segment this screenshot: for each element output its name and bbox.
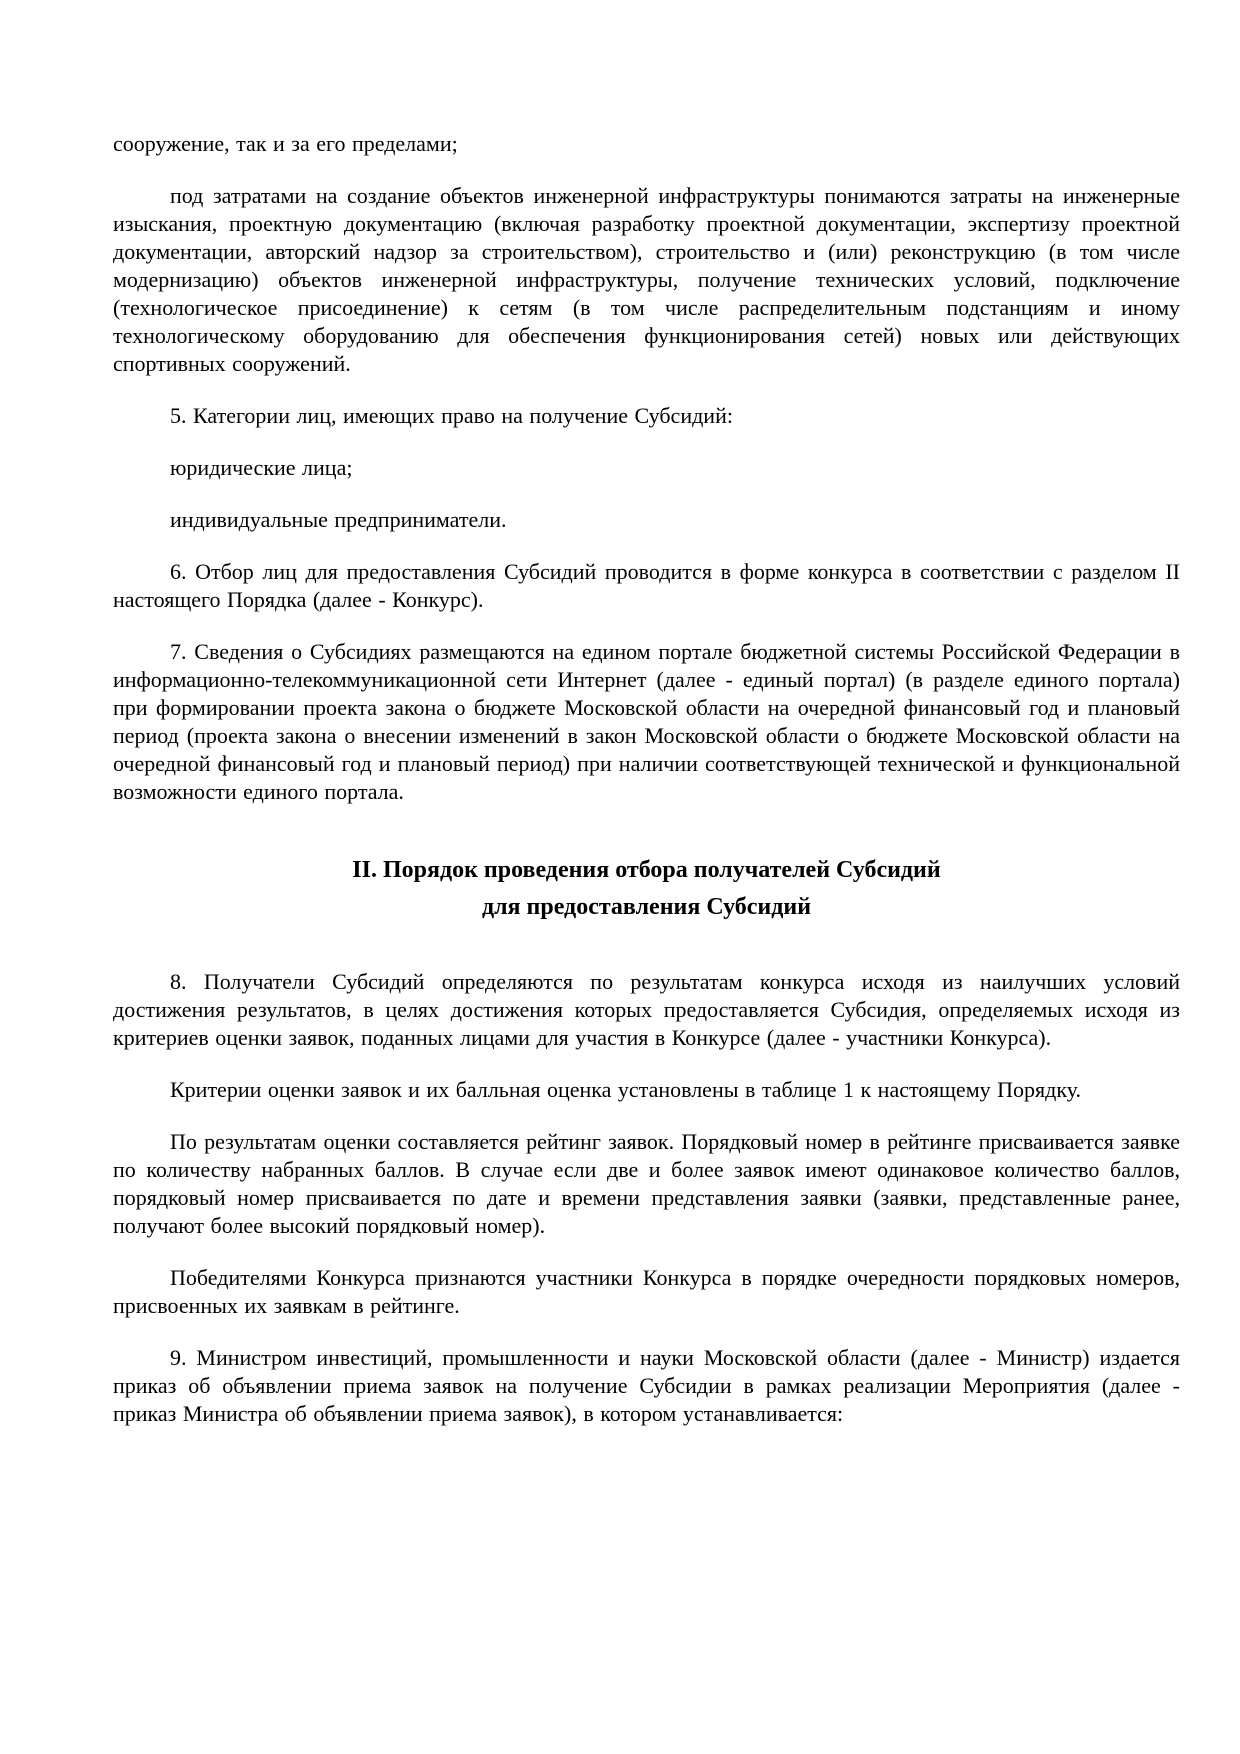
paragraph-carryover-structure-limits: сооружение, так и за его пределами; <box>113 131 458 156</box>
paragraph-clause-5-eligible-categories: 5. Категории лиц, имеющих право на получение Субсидий: <box>170 403 733 428</box>
paragraph-clause-9-minister-order: 9. Министром инвестиций, промышленности и науки Московской области (далее - Министр) издается приказ об объявлении приема заявок на получение Субсидии в рамках реализации Мероприятия (далее - приказ Министра об объявлении приема заявок), в котором устанавливается: <box>113 1345 1180 1426</box>
paragraph-clause-6-selection-form: 6. Отбор лиц для предоставления Субсидий проводится в форме конкурса в соответствии с разделом II настоящего Порядка (далее - Конкурс). <box>113 559 1180 612</box>
paragraph-rating-assignment-rules: По результатам оценки составляется рейтинг заявок. Порядковый номер в рейтинге присваивается заявке по количеству набранных баллов. В случае если две и более заявок имеют одинаковое количество баллов, порядковый номер присваивается по дате и времени представления заявки (заявки, представленные ранее, получают более высокий порядковый номер). <box>113 1129 1180 1238</box>
paragraph-infrastructure-costs-definition: под затратами на создание объектов инженерной инфраструктуры понимаются затраты на инженерные изыскания, проектную документацию (включая разработку проектной документации, экспертизу проектной документации, авторский надзор за строительством), строительство и (или) реконструкцию (в том числе модернизацию) объектов инженерной инфраструктуры, получение технических условий, подключение (технологическое присоединение) к сетям (в том числе распределительным подстанциям и иному технологическому оборудованию для обеспечения функционирования сетей) новых или действующих спортивных сооружений. <box>113 183 1180 376</box>
paragraph-individual-entrepreneurs-item: индивидуальные предприниматели. <box>170 507 507 532</box>
paragraph-criteria-table-reference: Критерии оценки заявок и их балльная оценка установлены в таблице 1 к настоящему Порядку. <box>170 1077 1081 1102</box>
paragraph-clause-7-unified-portal: 7. Сведения о Субсидиях размещаются на едином портале бюджетной системы Российской Федерации в информационно-телекоммуникационной сети Интернет (далее - единый портал) (в разделе единого портала) при формировании проекта закона о бюджете Московской области на очередной финансовый год и плановый период (проекта закона о внесении изменений в закон Московской области о бюджете Московской области на очередной финансовый год и плановый период) при наличии соответствующей технической и функциональной возможности единого портала. <box>113 639 1180 804</box>
paragraph-legal-entities-item: юридические лица; <box>170 455 353 480</box>
section-ii-heading <box>113 852 1180 926</box>
section-ii-heading-line-2: для предоставления Субсидий <box>481 894 812 920</box>
paragraph-clause-8-winners-criteria: 8. Получатели Субсидий определяются по результатам конкурса исходя из наилучших условий достижения результатов, в целях достижения которых предоставляется Субсидия, определяемых исходя из критериев оценки заявок, поданных лицами для участия в Конкурсе (далее - участники Конкурса). <box>113 969 1180 1050</box>
section-ii-heading-line-1: II. Порядок проведения отбора получателей Субсидий <box>352 857 941 883</box>
paragraph-winners-order: Победителями Конкурса признаются участники Конкурса в порядке очередности порядковых номеров, присвоенных их заявкам в рейтинге. <box>113 1265 1180 1318</box>
